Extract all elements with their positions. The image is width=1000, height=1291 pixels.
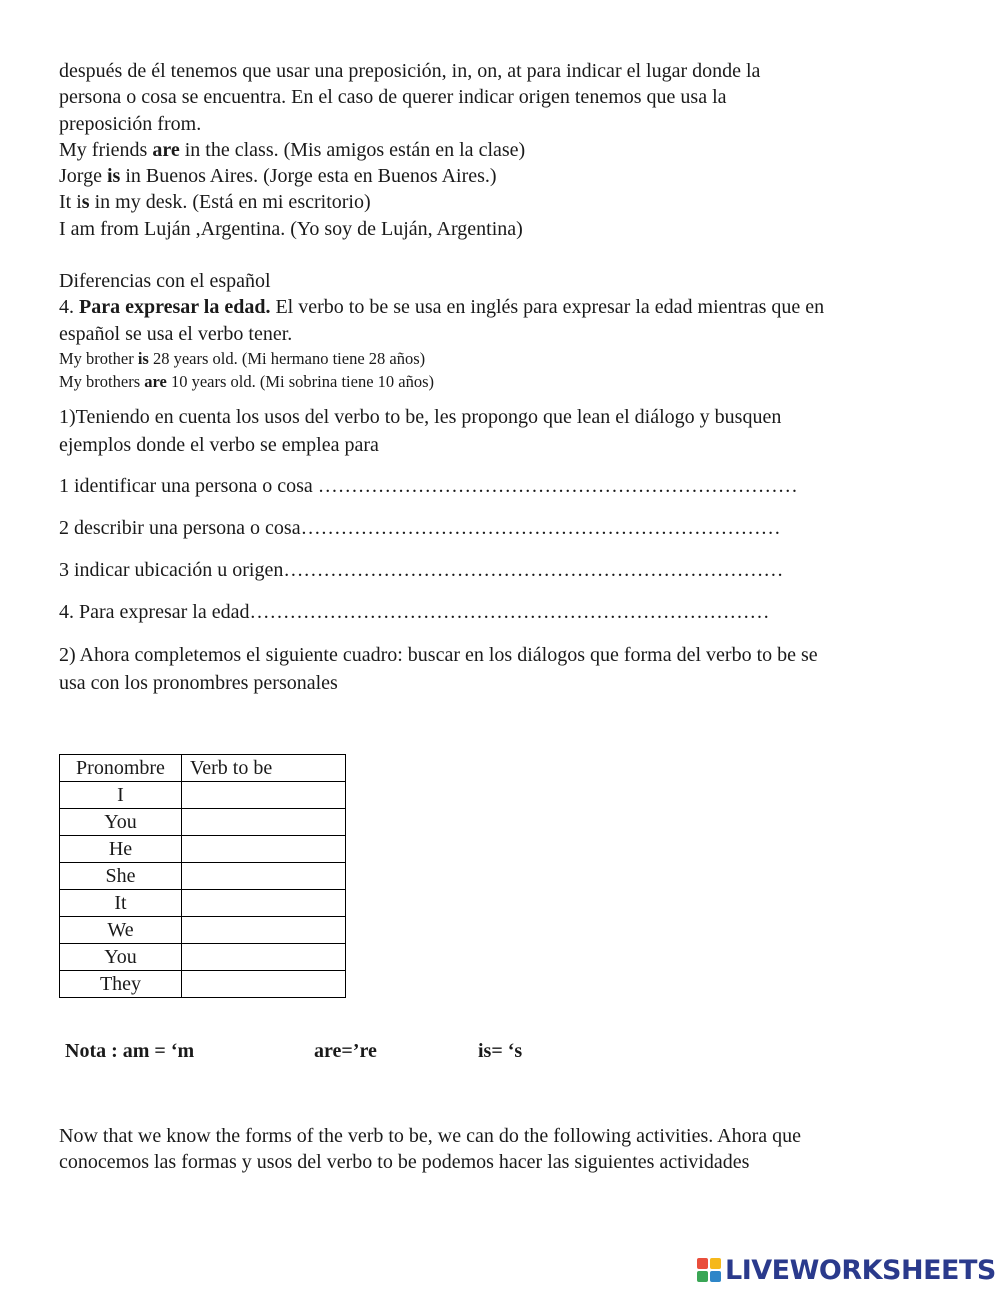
table-row [60, 782, 346, 809]
note-are: are=’re [314, 1040, 377, 1062]
answer-cell[interactable] [182, 863, 346, 890]
example-line: My friends are in the class. (Mis amigos están en la clase) [59, 138, 526, 161]
pronoun-cell: I [60, 782, 182, 809]
table-row [60, 836, 346, 863]
note-am: Nota : am = ‘m [65, 1040, 195, 1062]
pronoun-cell: You [60, 809, 182, 836]
answer-cell[interactable] [182, 971, 346, 998]
section4-rule: 4. Para expresar la edad. El verbo to be se usa en inglés para expresar la edad mientras que en [59, 296, 825, 319]
table-header-row [60, 755, 346, 782]
pronoun-cell: We [60, 917, 182, 944]
pronoun-cell: They [60, 971, 182, 998]
answer-cell[interactable] [182, 944, 346, 971]
table-row [60, 863, 346, 890]
activity2-instructions: 2) Ahora completemos el siguiente cuadro: buscar en los diálogos que forma del verbo to be se [59, 643, 818, 666]
intro-line: persona o cosa se encuentra. En el caso de querer indicar origen tenemos que usa la [59, 86, 727, 109]
closing-line: conocemos las formas y usos del verbo to be podemos hacer las siguientes actividades [59, 1151, 750, 1174]
answer-cell[interactable] [182, 890, 346, 917]
example-line: Jorge is in Buenos Aires. (Jorge esta en Buenos Aires.) [59, 165, 497, 188]
note-is: is= ‘s [478, 1040, 523, 1062]
activity2-instructions: usa con los pronombres personales [59, 671, 338, 694]
section-heading: Diferencias con el español [59, 270, 271, 293]
answer-cell[interactable] [182, 782, 346, 809]
activity1-item: 4. Para expresar la edad…………………………………………………………………… [59, 600, 770, 623]
intro-line: después de él tenemos que usar una preposición, in, on, at para indicar el lugar donde la [59, 60, 761, 82]
activity1-instructions: 1)Teniendo en cuenta los usos del verbo to be, les propongo que lean el diálogo y busquen [59, 405, 782, 428]
activity1-item: 3 indicar ubicación u origen………………………………………………………………… [59, 558, 784, 581]
table-row [60, 971, 346, 998]
example-line: I am from Luján ,Argentina. (Yo soy de Luján, Argentina) [59, 217, 523, 240]
table-row [60, 890, 346, 917]
table-row [60, 944, 346, 971]
pronoun-verb-table [59, 754, 346, 998]
intro-line: preposición from. [59, 112, 202, 135]
pronoun-cell: He [60, 836, 182, 863]
logo-text: LIVEWORKSHEETS [725, 1254, 996, 1286]
answer-cell[interactable] [182, 836, 346, 863]
activity1-item: 2 describir una persona o cosa……………………………………………………………… [59, 516, 781, 539]
section4-rule-cont: español se usa el verbo tener. [59, 322, 293, 345]
logo-icon [697, 1258, 721, 1282]
table-row [60, 917, 346, 944]
answer-cell[interactable] [182, 917, 346, 944]
column-header: Verb to be [182, 755, 346, 782]
activity1-instructions: ejemplos donde el verbo se emplea para [59, 433, 379, 456]
age-example: My brothers are 10 years old. (Mi sobrina tiene 10 años) [59, 371, 435, 391]
table-row [60, 809, 346, 836]
closing-line: Now that we know the forms of the verb to be, we can do the following activities. Ahora que [59, 1125, 802, 1147]
answer-cell[interactable] [182, 809, 346, 836]
example-line: It is in my desk. (Está en mi escritorio) [59, 191, 371, 214]
age-example: My brother is 28 years old. (Mi hermano tiene 28 años) [59, 348, 426, 368]
pronoun-cell: You [60, 944, 182, 971]
column-header: Pronombre [60, 755, 182, 782]
document-body [59, 58, 949, 697]
liveworksheets-logo [697, 1254, 996, 1286]
activity1-item: 1 identificar una persona o cosa ……………………………………………………………… [59, 474, 798, 497]
closing-paragraph [59, 1123, 949, 1176]
pronoun-cell: It [60, 890, 182, 917]
pronoun-cell: She [60, 863, 182, 890]
